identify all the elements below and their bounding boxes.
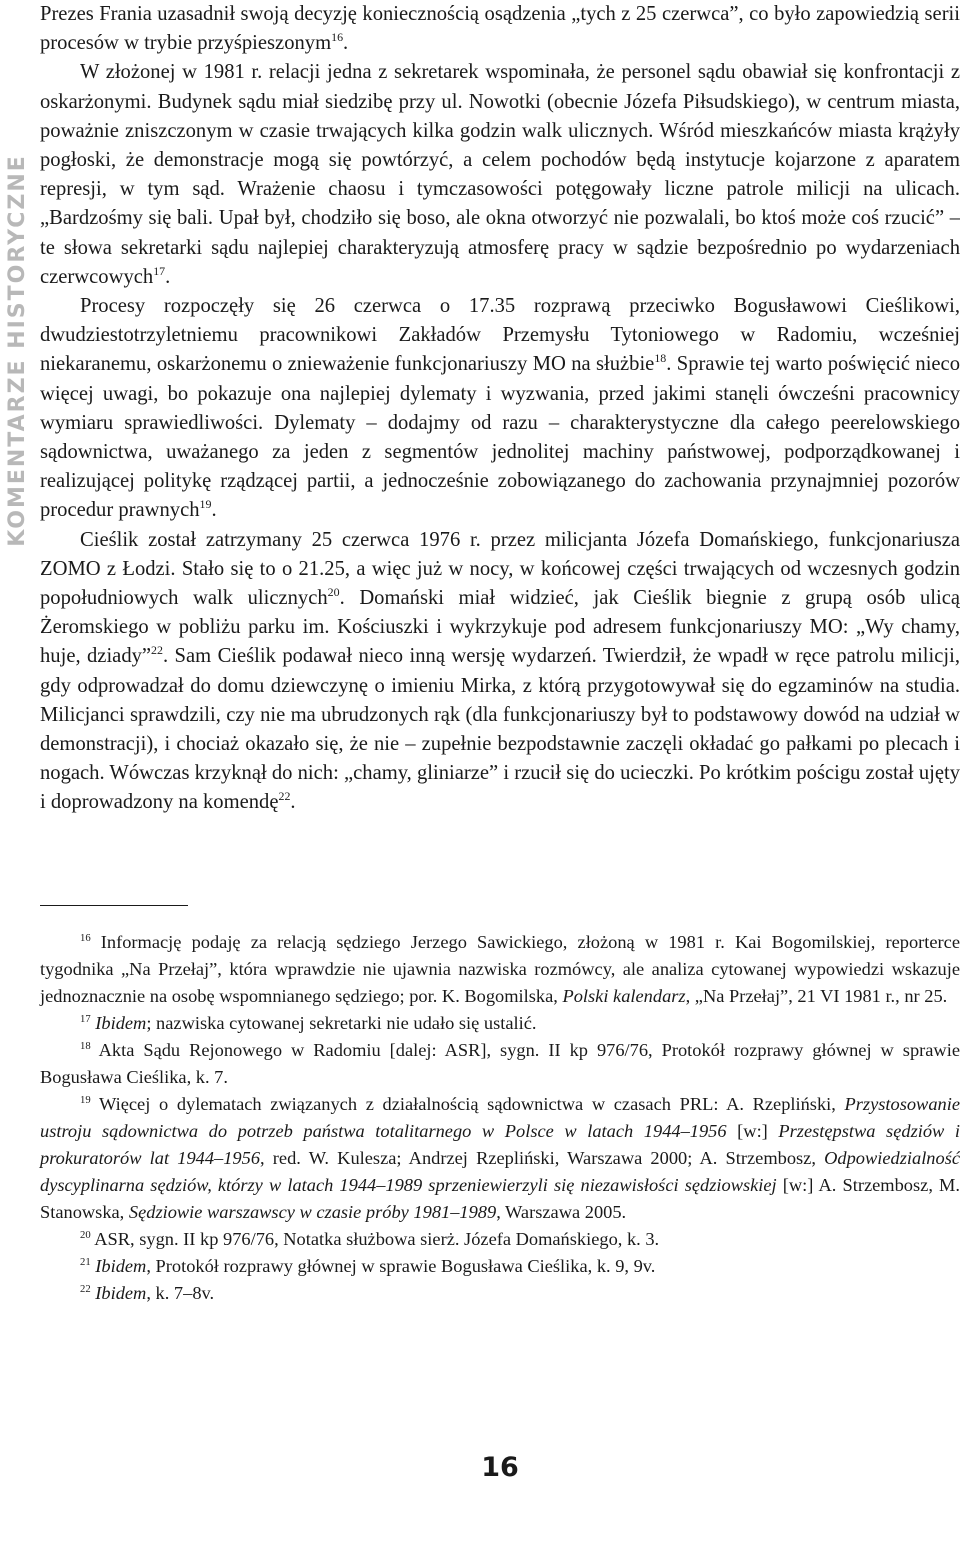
page-number-text: 16 [481, 1452, 519, 1483]
footnote-ref[interactable]: 17 [153, 263, 166, 278]
page-number [0, 1452, 960, 1483]
section-side-label-text: KOMENTARZE HISTORYCZNE [4, 153, 30, 547]
footnotes [40, 929, 960, 1307]
footnote-ref[interactable]: 22 [151, 643, 163, 658]
footnote-number: 17 [80, 1012, 91, 1025]
paragraph: W złożonej w 1981 r. relacji jedna z sekretarek wspominała, że personel sądu obawiał się konfrontacji z oskarżonymi. Budynek sądu miał siedzibę przy ul. Nowotki (obecnie Józefa Piłsudskiego), w centrum miasta, poważnie zniszczonym w czasie trwających kilka godzin walk ulicznych. Wśród mieszkańców miasta krążyły pogłoski, że demonstracje mogą się powtórzyć, a celem pochodów będą instytucje kojarzone z aparatem represji, w tym sąd. Wrażenie chaosu i tymczasowości potęgowały liczne patrole milicji na ulicach. „Bardzośmy się bali. Upał był, chodziło się boso, ale okna otworzyć nie pozwalali, bo ktoś może coś rzucić” – te słowa sekretarki sądu najlepiej charakteryzują atmosferę pracy w sądzie bezpośrednio po wydarzeniach czerwcowych$^{17}$. [40, 61, 960, 288]
footnote: $^{17}$ Ibidem; nazwiska cytowanej sekretarki nie udało się ustalić. [80, 1012, 537, 1033]
footnote-ref[interactable]: 20 [327, 585, 340, 600]
footnote-separator [40, 905, 188, 906]
main-text [40, 0, 960, 818]
footnote-number: 19 [80, 1093, 91, 1106]
footnote-number: 22 [80, 1282, 91, 1295]
footnote-ref[interactable]: 18 [654, 351, 667, 366]
footnote: $^{22}$ Ibidem, k. 7–8v. [80, 1282, 215, 1303]
paragraph: Prezes Frania uzasadnił swoją decyzję koniecznością osądzenia „tych z 25 czerwca”, co było zapowiedzią serii procesów w trybie przyśpieszonym$^{16}$. [40, 3, 960, 55]
footnote: $^{18}$ Akta Sądu Rejonowego w Radomiu [dalej: ASR], sygn. II kp 976/76, Protokół rozprawy głównej w sprawie Bogusława Cieślika, k. 7. [40, 1039, 960, 1087]
paragraph: Procesy rozpoczęły się 26 czerwca o 17.35 rozprawą przeciwko Bogusławowi Cieślikowi, dwudziestotrzyletniemu pracownikowi Zakładów Przemysłu Tytoniowego w Radomiu, wcześniej niekaranemu, oskarżonemu o znieważenie funkcjonariuszy MO na służbie$^{18}$. Sprawie tej warto poświęcić nieco więcej uwagi, bo pokazuje ona najlepiej dylematy i wyzwania, przed jakimi stanęli ówcześni pracownicy wymiaru sprawiedliwości. Dylematy – dodajmy od razu – charakterystyczne dla całego peerelowskiego sądownictwa, uważanego za jeden z segmentów jednolitej machiny państwowej, podporządkowanej i realizującej politykę rządzącej partii, a jednocześnie zobowiązanego do zachowania przynajmniej pozorów procedur prawnych$^{19}$. [40, 295, 960, 522]
footnote: $^{20}$ ASR, sygn. II kp 976/76, Notatka służbowa sierż. Józefa Domańskiego, k. 3. [80, 1228, 660, 1249]
footnote-number: 20 [80, 1228, 91, 1241]
footnote-ref[interactable]: 16 [331, 30, 344, 45]
footnote: $^{21}$ Ibidem, Protokół rozprawy głównej w sprawie Bogusława Cieślika, k. 9, 9v. [80, 1255, 656, 1276]
footnote-number: 18 [80, 1039, 91, 1052]
footnote-number: 16 [80, 931, 91, 944]
section-side-label [2, 0, 32, 700]
paragraph: Cieślik został zatrzymany 25 czerwca 1976 r. przez milicjanta Józefa Domańskiego, funkcjonariusza ZOMO z Łodzi. Stało się to o 21.25, a więc już w nocy, w końcowej części trwających od wczesnych godzin popołudniowych walk ulicznych$^{20}$. Domański miał widzieć, jak Cieślik biegnie z grupą osób ulicą Żeromskiego w pobliżu parku im. Kościuszki i wykrzykuje pod adresem funkcjonariuszy MO: „Wy chamy, huje, dziady”$^{22}$. Sam Cieślik podawał nieco inną wersję wydarzeń. Twierdził, że wpadł w ręce patrolu milicji, gdy odprowadzał do domu dziewczynę o imieniu Mirka, z którą przygotowywał się do egzaminów na studia. Milicjanci sprawdzili, czy nie ma ubrudzonych rąk (dla funkcjonariuszy był to podstawowy dowód na udział w demonstracji), i chociaż okazało się, że nie – zupełnie bezpodstawnie zaczęli okładać go pałkami po plecach i nogach. Wówczas krzyknął do nich: „chamy, gliniarze” i rzucił się do ucieczki. Po krótkim pościgu został ujęty i doprowadzony na komendę$^{22}$. [40, 528, 960, 814]
footnote-ref[interactable]: 19 [199, 497, 212, 512]
footnote: $^{16}$ Informację podaję za relacją sędziego Jerzego Sawickiego, złożoną w 1981 r. Kai Bogomilskiej, reporterce tygodnika „Na Przełaj”, która wprawdzie nie ujawnia nazwiska rozmówcy, ale analiza cytowanej wypowiedzi wskazuje jednoznacznie na osobę wspomnianego sędziego; por. K. Bogomilska, Polski kalendarz, „Na Przełaj”, 21 VI 1981 r., nr 25. [40, 931, 960, 1006]
footnote-number: 21 [80, 1255, 91, 1268]
footnote-ref[interactable]: 22 [278, 789, 291, 804]
footnote: $^{19}$ Więcej o dylematach związanych z działalnością sądownictwa w czasach PRL: A. Rzepliński, Przystosowanie ustroju sądownictwa do potrzeb państwa totalitarnego w Polsce w latach 1944–1956 [w:] Przestępstwa sędziów i prokuratorów lat 1944–1956, red. W. Kulesza; Andrzej Rzepliński, Warszawa 2000; A. Strzembosz, Odpowiedzialność dyscyplinarna sędziów, którzy w latach 1944–1989 sprzeniewierzyli się niezawisłości sędziowskiej [w:] A. Strzembosz, M. Stanowska, Sędziowie warszawscy w czasie próby 1981–1989, Warszawa 2005. [40, 1093, 960, 1222]
